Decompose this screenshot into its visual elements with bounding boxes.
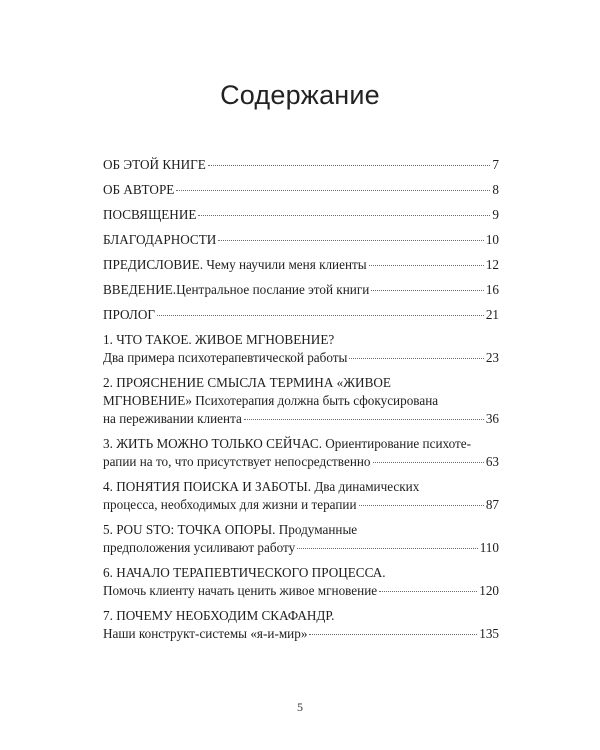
toc-entry[interactable]: [103, 435, 499, 471]
toc-entry-page: 87: [485, 497, 499, 512]
toc-entry-last-line: [103, 453, 499, 471]
toc-entry-page: 10: [485, 232, 499, 247]
toc-entry-title: ОБ ЭТОЙ КНИГЕ: [103, 157, 206, 172]
toc-entry-page: 21: [485, 307, 499, 322]
toc-entry-page: 8: [492, 182, 499, 197]
dot-leader: [379, 591, 477, 592]
dot-leader: [176, 190, 490, 191]
toc-entry[interactable]: [103, 181, 499, 199]
toc-entry-line: 7. ПОЧЕМУ НЕОБХОДИМ СКАФАНДР.: [103, 608, 335, 623]
toc-entry-title: ПРЕДИСЛОВИЕ. Чему научили меня клиенты: [103, 257, 367, 272]
toc-entry-page: 23: [485, 350, 499, 365]
toc-entry-last-line: [103, 349, 499, 367]
toc-entry-title: процесса, необходимых для жизни и терапии: [103, 497, 357, 512]
toc-entry[interactable]: [103, 607, 499, 643]
toc-entry-last-line: [103, 496, 499, 514]
dot-leader: [208, 165, 491, 166]
toc-entry-page: 9: [492, 207, 499, 222]
toc-entry-page: 36: [485, 411, 499, 426]
toc-entry-last-line: [103, 539, 499, 557]
toc-entry-title: Наши конструкт-системы «я-и-мир»: [103, 626, 308, 641]
page-title: Содержание: [220, 80, 380, 110]
toc-entry-title: ПРОЛОГ: [103, 307, 155, 322]
toc-entry-page: 63: [485, 454, 499, 469]
toc-entry-line: 2. ПРОЯСНЕНИЕ СМЫСЛА ТЕРМИНА «ЖИВОЕ: [103, 375, 391, 390]
dot-leader: [157, 315, 484, 316]
toc-entry-page: 12: [485, 257, 499, 272]
toc-entry-last-line: [103, 281, 499, 299]
toc-entry-last-line: [103, 206, 499, 224]
toc-entry-last-line: [103, 181, 499, 199]
toc-entry-last-line: [103, 410, 499, 428]
toc-entry[interactable]: [103, 256, 499, 274]
dot-leader: [244, 419, 484, 420]
toc-entry-line: 5. POU STO: ТОЧКА ОПОРЫ. Продуманные: [103, 522, 358, 537]
toc-entry[interactable]: [103, 521, 499, 557]
toc-entry-line: 1. ЧТО ТАКОЕ. ЖИВОЕ МГНОВЕНИЕ?: [103, 332, 335, 347]
dot-leader: [373, 462, 484, 463]
toc-entry-last-line: [103, 582, 499, 600]
toc-entry-title: Помочь клиенту начать ценить живое мгновение: [103, 583, 378, 598]
toc-entry-last-line: [103, 156, 499, 174]
toc-entry[interactable]: [103, 564, 499, 600]
toc-entry-title: ВВЕДЕНИЕ.Центральное послание этой книги: [103, 282, 370, 297]
toc-entry-title: на переживании клиента: [103, 411, 242, 426]
toc-entry-page: 120: [479, 583, 499, 598]
toc-entry-page: 7: [492, 157, 499, 172]
toc-entry[interactable]: [103, 206, 499, 224]
dot-leader: [371, 290, 484, 291]
toc-entry-line: 4. ПОНЯТИЯ ПОИСКА И ЗАБОТЫ. Два динамических: [103, 479, 420, 494]
toc-entry-line: 6. НАЧАЛО ТЕРАПЕВТИЧЕСКОГО ПРОЦЕССА.: [103, 565, 386, 580]
toc-entry[interactable]: [103, 374, 499, 428]
toc-entry[interactable]: [103, 281, 499, 299]
dot-leader: [349, 358, 483, 359]
toc-entry[interactable]: [103, 331, 499, 367]
toc-entry[interactable]: [103, 156, 499, 174]
toc-entry-title: ПОСВЯЩЕНИЕ: [103, 207, 197, 222]
toc-entry-last-line: [103, 306, 499, 324]
toc-entry-title: рапии на то, что присутствует непосредственно: [103, 454, 371, 469]
dot-leader: [309, 634, 477, 635]
toc-entry-page: 110: [479, 540, 499, 555]
toc-entry-title: ОБ АВТОРЕ: [103, 182, 175, 197]
toc-entry-last-line: [103, 256, 499, 274]
toc-entry-last-line: [103, 231, 499, 249]
toc-entry-last-line: [103, 625, 499, 643]
dot-leader: [297, 548, 478, 549]
dot-leader: [369, 265, 484, 266]
page-number: 5: [297, 700, 303, 714]
dot-leader: [359, 505, 484, 506]
toc-entry-line: 3. ЖИТЬ МОЖНО ТОЛЬКО СЕЙЧАС. Ориентирование психоте-: [103, 436, 472, 451]
toc-entry-title: предположения усиливают работу: [103, 540, 296, 555]
toc-entry[interactable]: [103, 231, 499, 249]
toc-entry[interactable]: [103, 306, 499, 324]
toc-entry-title: Два примера психотерапевтической работы: [103, 350, 348, 365]
toc-entry-page: 16: [485, 282, 499, 297]
toc-entry-line: МГНОВЕНИЕ» Психотерапия должна быть сфокусирована: [103, 393, 439, 408]
toc-entry-page: 135: [479, 626, 499, 641]
table-of-contents: [103, 156, 499, 650]
dot-leader: [218, 240, 484, 241]
toc-entry-title: БЛАГОДАРНОСТИ: [103, 232, 217, 247]
toc-entry[interactable]: [103, 478, 499, 514]
dot-leader: [198, 215, 490, 216]
